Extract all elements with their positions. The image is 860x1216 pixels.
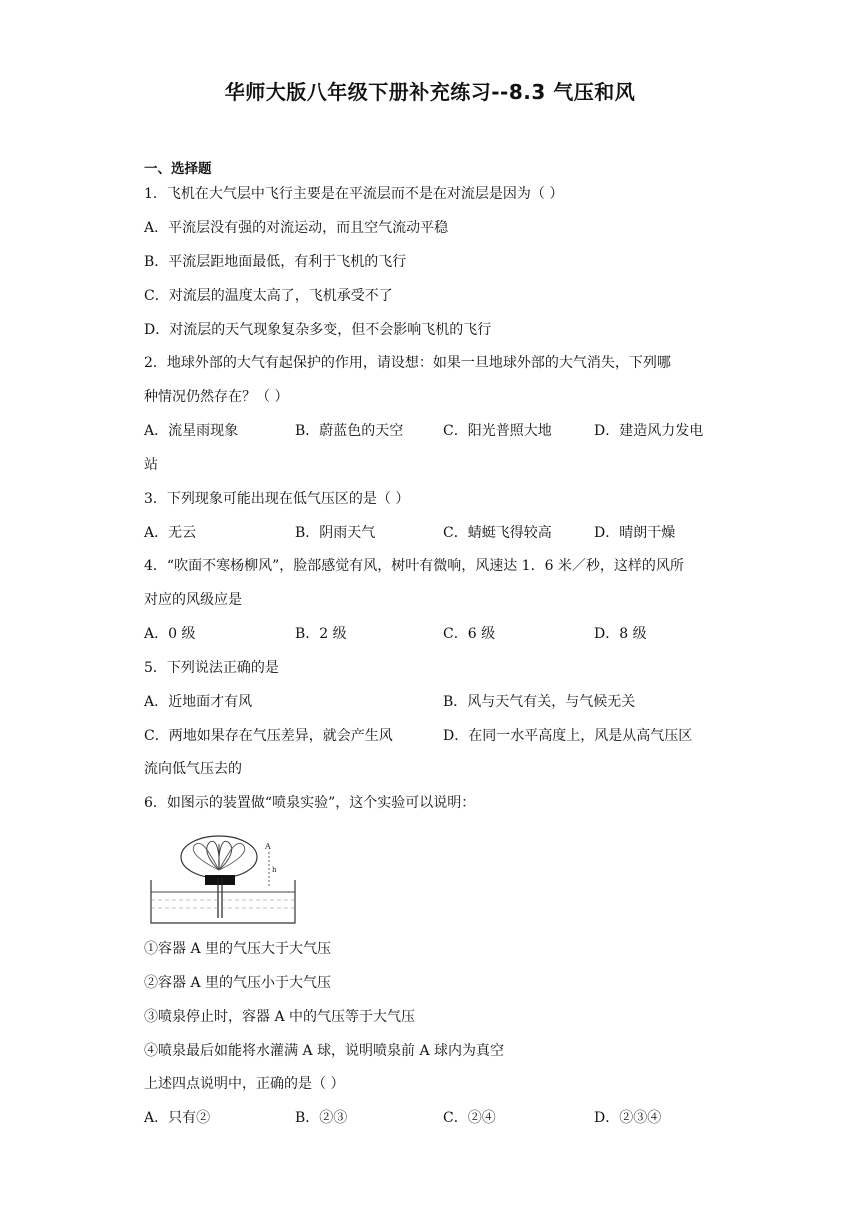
q4-option-b: B．2 级 bbox=[295, 626, 347, 642]
q2-option-d-continued: 站 bbox=[144, 457, 158, 473]
q2-option-d: D．建造风力发电 bbox=[594, 423, 704, 439]
q6-statement-2: ②容器 A 里的气压小于大气压 bbox=[144, 975, 332, 991]
q6-statement-4: ④喷泉最后如能将水灌满 A 球，说明喷泉前 A 球内为真空 bbox=[144, 1043, 505, 1059]
section-heading: 一、选择题 bbox=[144, 161, 212, 177]
q6-statement-1: ①容器 A 里的气压大于大气压 bbox=[144, 941, 332, 957]
q4-stem-line1: 4．“吹面不寒杨柳风”，脸部感觉有风，树叶有微响，风速达 1．6 米／秒，这样的风所 bbox=[144, 558, 684, 574]
q1-option-a: A．平流层没有强的对流运动，而且空气流动平稳 bbox=[144, 220, 449, 236]
figure-label-h: h bbox=[272, 866, 277, 874]
q2-stem-line1: 2．地球外部的大气有起保护的作用，请设想：如果一旦地球外部的大气消失，下列哪 bbox=[144, 355, 671, 371]
q6-summary: 上述四点说明中，正确的是（ ） bbox=[144, 1076, 345, 1092]
fountain-apparatus-figure bbox=[148, 830, 298, 925]
q6-statement-3: ③喷泉停止时，容器 A 中的气压等于大气压 bbox=[144, 1009, 416, 1025]
q2-stem-line2: 种情况仍然存在？（ ） bbox=[144, 389, 289, 405]
q3-option-b: B．阴雨天气 bbox=[295, 525, 376, 541]
q3-option-c: C．蜻蜓飞得较高 bbox=[443, 525, 552, 541]
q4-option-d: D．8 级 bbox=[594, 626, 647, 642]
q4-option-a: A．0 级 bbox=[144, 626, 196, 642]
spray-left bbox=[207, 841, 219, 870]
q6-option-d: D．②③④ bbox=[594, 1110, 662, 1126]
q5-option-d: D．在同一水平高度上，风是从高气压区 bbox=[443, 728, 693, 744]
rubber-stopper bbox=[205, 875, 235, 885]
q5-stem: 5．下列说法正确的是 bbox=[144, 660, 279, 676]
q5-option-c: C．两地如果存在气压差异，就会产生风 bbox=[144, 728, 393, 744]
q1-stem: 1．飞机在大气层中飞行主要是在平流层而不是在对流层是因为（ ） bbox=[144, 186, 564, 202]
q6-option-b: B．②③ bbox=[295, 1110, 348, 1126]
q6-stem: 6．如图示的装置做“喷泉实验”，这个实验可以说明： bbox=[144, 795, 476, 811]
q5-option-a: A．近地面才有风 bbox=[144, 694, 253, 710]
q4-option-c: C．6 级 bbox=[443, 626, 496, 642]
q2-option-b: B．蔚蓝色的天空 bbox=[295, 423, 404, 439]
q6-option-a: A．只有② bbox=[144, 1110, 211, 1126]
q5-option-d-continued: 流向低气压去的 bbox=[144, 761, 242, 777]
q3-option-d: D．晴朗干燥 bbox=[594, 525, 676, 541]
page-title: 华师大版八年级下册补充练习--8.3 气压和风 bbox=[224, 80, 636, 104]
q6-option-c: C．②④ bbox=[443, 1110, 496, 1126]
q1-option-c: C．对流层的温度太高了，飞机承受不了 bbox=[144, 288, 393, 304]
q1-option-d: D．对流层的天气现象复杂多变，但不会影响飞机的飞行 bbox=[144, 322, 492, 338]
spray-right bbox=[219, 841, 232, 870]
q5-option-b: B．风与天气有关，与气候无关 bbox=[443, 694, 636, 710]
water-trough bbox=[151, 880, 295, 923]
figure-label-a: A bbox=[265, 842, 271, 851]
q2-option-c: C．阳光普照大地 bbox=[443, 423, 552, 439]
q2-option-a: A．流星雨现象 bbox=[144, 423, 239, 439]
q3-option-a: A．无云 bbox=[144, 525, 197, 541]
q1-option-b: B．平流层距地面最低，有利于飞机的飞行 bbox=[144, 254, 407, 270]
q3-stem: 3．下列现象可能出现在低气压区的是（ ） bbox=[144, 491, 410, 507]
q4-stem-line2: 对应的风级应是 bbox=[144, 592, 242, 608]
